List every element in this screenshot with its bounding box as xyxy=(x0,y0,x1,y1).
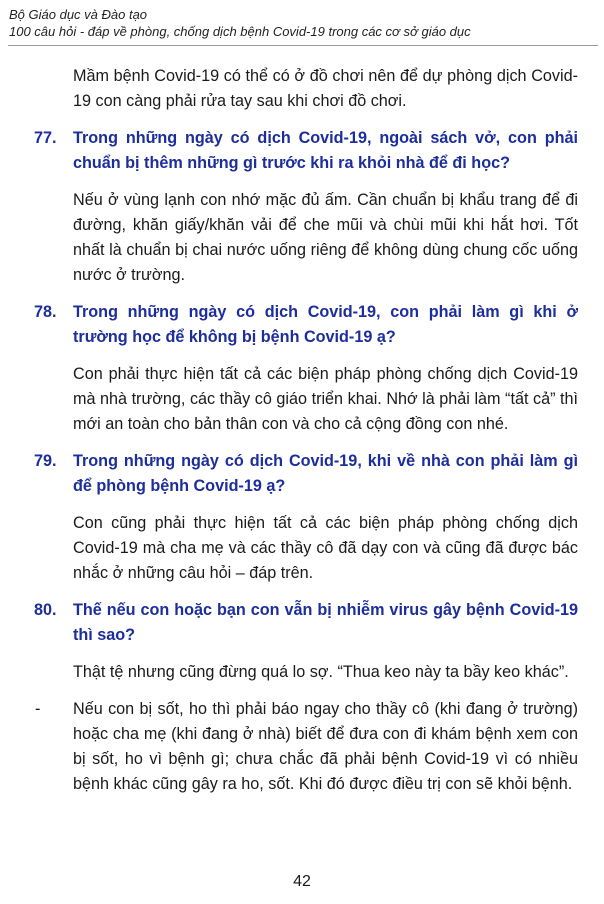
question-number: 80. xyxy=(34,601,57,619)
answer-80: Thật tệ nhưng cũng đừng quá lo sợ. “Thua keo này ta bầy keo khác”. xyxy=(73,663,569,681)
question-number: 79. xyxy=(34,452,57,470)
question-text: Thế nếu con hoặc bạn con vẫn bị nhiễm virus gây bệnh Covid-19 thì sao? xyxy=(73,601,578,644)
page-number: 42 xyxy=(293,873,311,890)
running-header xyxy=(9,6,599,40)
answer-79: Con cũng phải thực hiện tất cả các biện pháp phòng chống dịch Covid-19 mà cha mẹ và các thầy cô đã dạy con và cũng đã được bác nhắc ở những câu hỏi – đáp trên. xyxy=(73,514,578,582)
bullet-item xyxy=(35,697,578,797)
header-divider xyxy=(8,45,598,46)
question-80 xyxy=(34,598,578,648)
header-document-title: 100 câu hỏi - đáp về phòng, chống dịch bệnh Covid-19 trong các cơ sở giáo dục xyxy=(9,24,471,39)
answer-77: Nếu ở vùng lạnh con nhớ mặc đủ ấm. Cần chuẩn bị khẩu trang để đi đường, khăn giấy/khăn vải để che mũi và chùi mũi khi hắt hơi. Tốt nhất là chuẩn bị chai nước uống riêng để không dùng chung cốc uống nước ở trường. xyxy=(73,191,578,284)
header-publisher: Bộ Giáo dục và Đào tạo xyxy=(9,7,148,22)
bullet-text: Nếu con bị sốt, ho thì phải báo ngay cho thầy cô (khi đang ở trường) hoặc cha mẹ (khi đang ở nhà) biết để đưa con đi khám bệnh xem con bị sốt, ho vì bệnh gì; chưa chắc đã phải bệnh Covid-19 vì có nhiều bệnh khác cũng gây ra ho, sốt. Khi đó được điều trị con sẽ khỏi bệnh. xyxy=(73,700,578,793)
question-79 xyxy=(34,449,578,499)
answer-78: Con phải thực hiện tất cả các biện pháp phòng chống dịch Covid-19 mà nhà trường, các thầy cô giáo triển khai. Nhớ là phải làm “tất cả” thì mới an toàn cho bản thân con và cho cả cộng đồng con nhé. xyxy=(73,365,578,433)
question-text: Trong những ngày có dịch Covid-19, con phải làm gì khi ở trường học để không bị bệnh Covid-19 ạ? xyxy=(73,303,578,346)
question-78 xyxy=(34,300,578,350)
question-number: 77. xyxy=(34,129,57,147)
bullet-marker: - xyxy=(35,700,41,718)
question-text: Trong những ngày có dịch Covid-19, ngoài sách vở, con phải chuẩn bị thêm những gì trước khi ra khỏi nhà để đi học? xyxy=(73,129,578,172)
page-content xyxy=(0,64,604,797)
intro-paragraph: Mầm bệnh Covid-19 có thể có ở đồ chơi nên để dự phòng dịch Covid-19 con càng phải rửa tay sau khi chơi đồ chơi. xyxy=(73,67,578,110)
question-number: 78. xyxy=(34,303,57,321)
question-text: Trong những ngày có dịch Covid-19, khi về nhà con phải làm gì để phòng bệnh Covid-19 ạ? xyxy=(73,452,578,495)
question-77 xyxy=(34,126,578,176)
